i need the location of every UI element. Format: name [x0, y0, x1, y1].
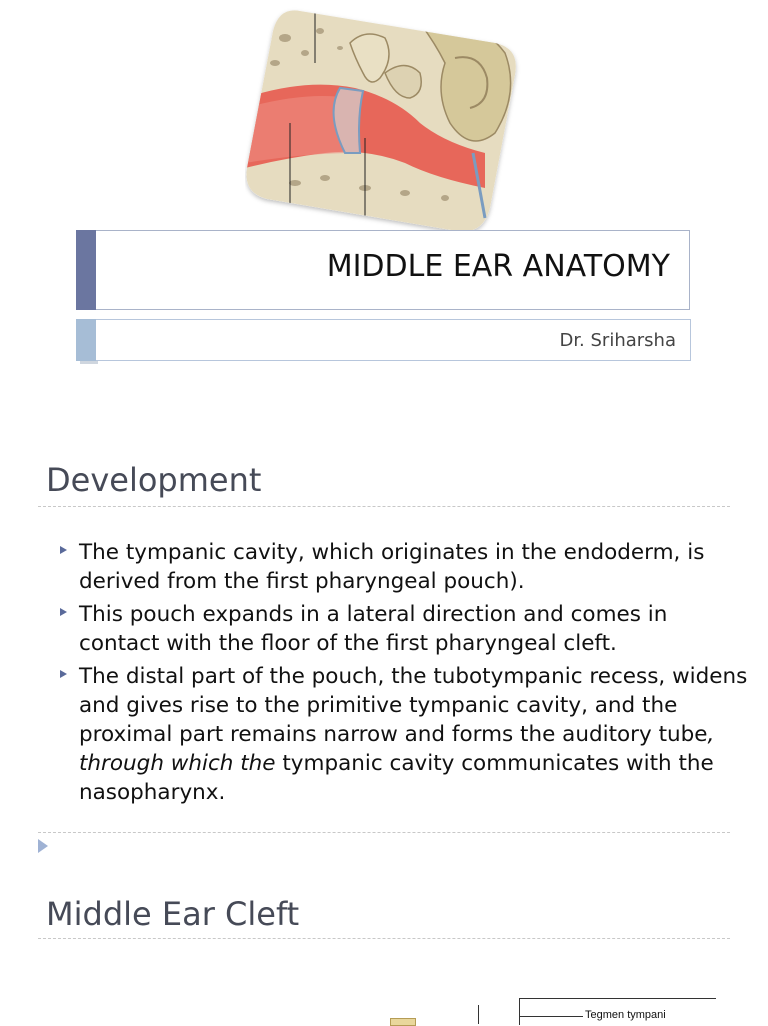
bullet-text: This pouch expands in a lateral direction and comes in contact with the floor of the first pharyngeal cleft.	[79, 602, 668, 656]
slide-divider	[38, 832, 730, 833]
bullet-text-italic: , through which the	[79, 722, 715, 776]
heading-divider	[38, 938, 730, 939]
bullet-item	[58, 662, 748, 807]
empty-bullet-icon	[38, 839, 48, 853]
bullet-triangle-icon	[60, 670, 67, 678]
middle-ear-illustration	[245, 3, 530, 243]
bullet-text-end: tympanic cavity communicates with the nasopharynx.	[79, 751, 714, 805]
heading-divider	[38, 506, 730, 507]
bullet-item	[58, 600, 748, 658]
tegmen-tympani-label: Tegmen tympani	[585, 1009, 666, 1021]
subtitle-accent-shadow	[80, 361, 98, 364]
bullet-item	[58, 538, 748, 596]
title-accent-bar	[76, 230, 96, 310]
diagram-bone-fragment	[390, 1018, 416, 1026]
middle-ear-cleft-heading: Middle Ear Cleft	[46, 895, 300, 933]
diagram-line	[478, 1005, 479, 1024]
diagram-leader-line	[519, 1016, 583, 1017]
subtitle-accent-bar	[76, 319, 96, 361]
development-bullet-list	[58, 538, 748, 811]
bullet-triangle-icon	[60, 546, 67, 554]
slide-author: Dr. Sriharsha	[559, 330, 676, 351]
development-heading: Development	[46, 461, 262, 499]
bullet-text: The tympanic cavity, which originates in the endoderm, is derived from the first pharyngeal pouch).	[79, 540, 705, 594]
slide-title: MIDDLE EAR ANATOMY	[326, 249, 670, 284]
bullet-triangle-icon	[60, 608, 67, 616]
bullet-text-start: The distal part of the pouch, the tubotympanic recess, widens and gives rise to the primitive tympanic cavity, and the proximal part remains narrow and forms the auditory tube	[79, 664, 748, 747]
